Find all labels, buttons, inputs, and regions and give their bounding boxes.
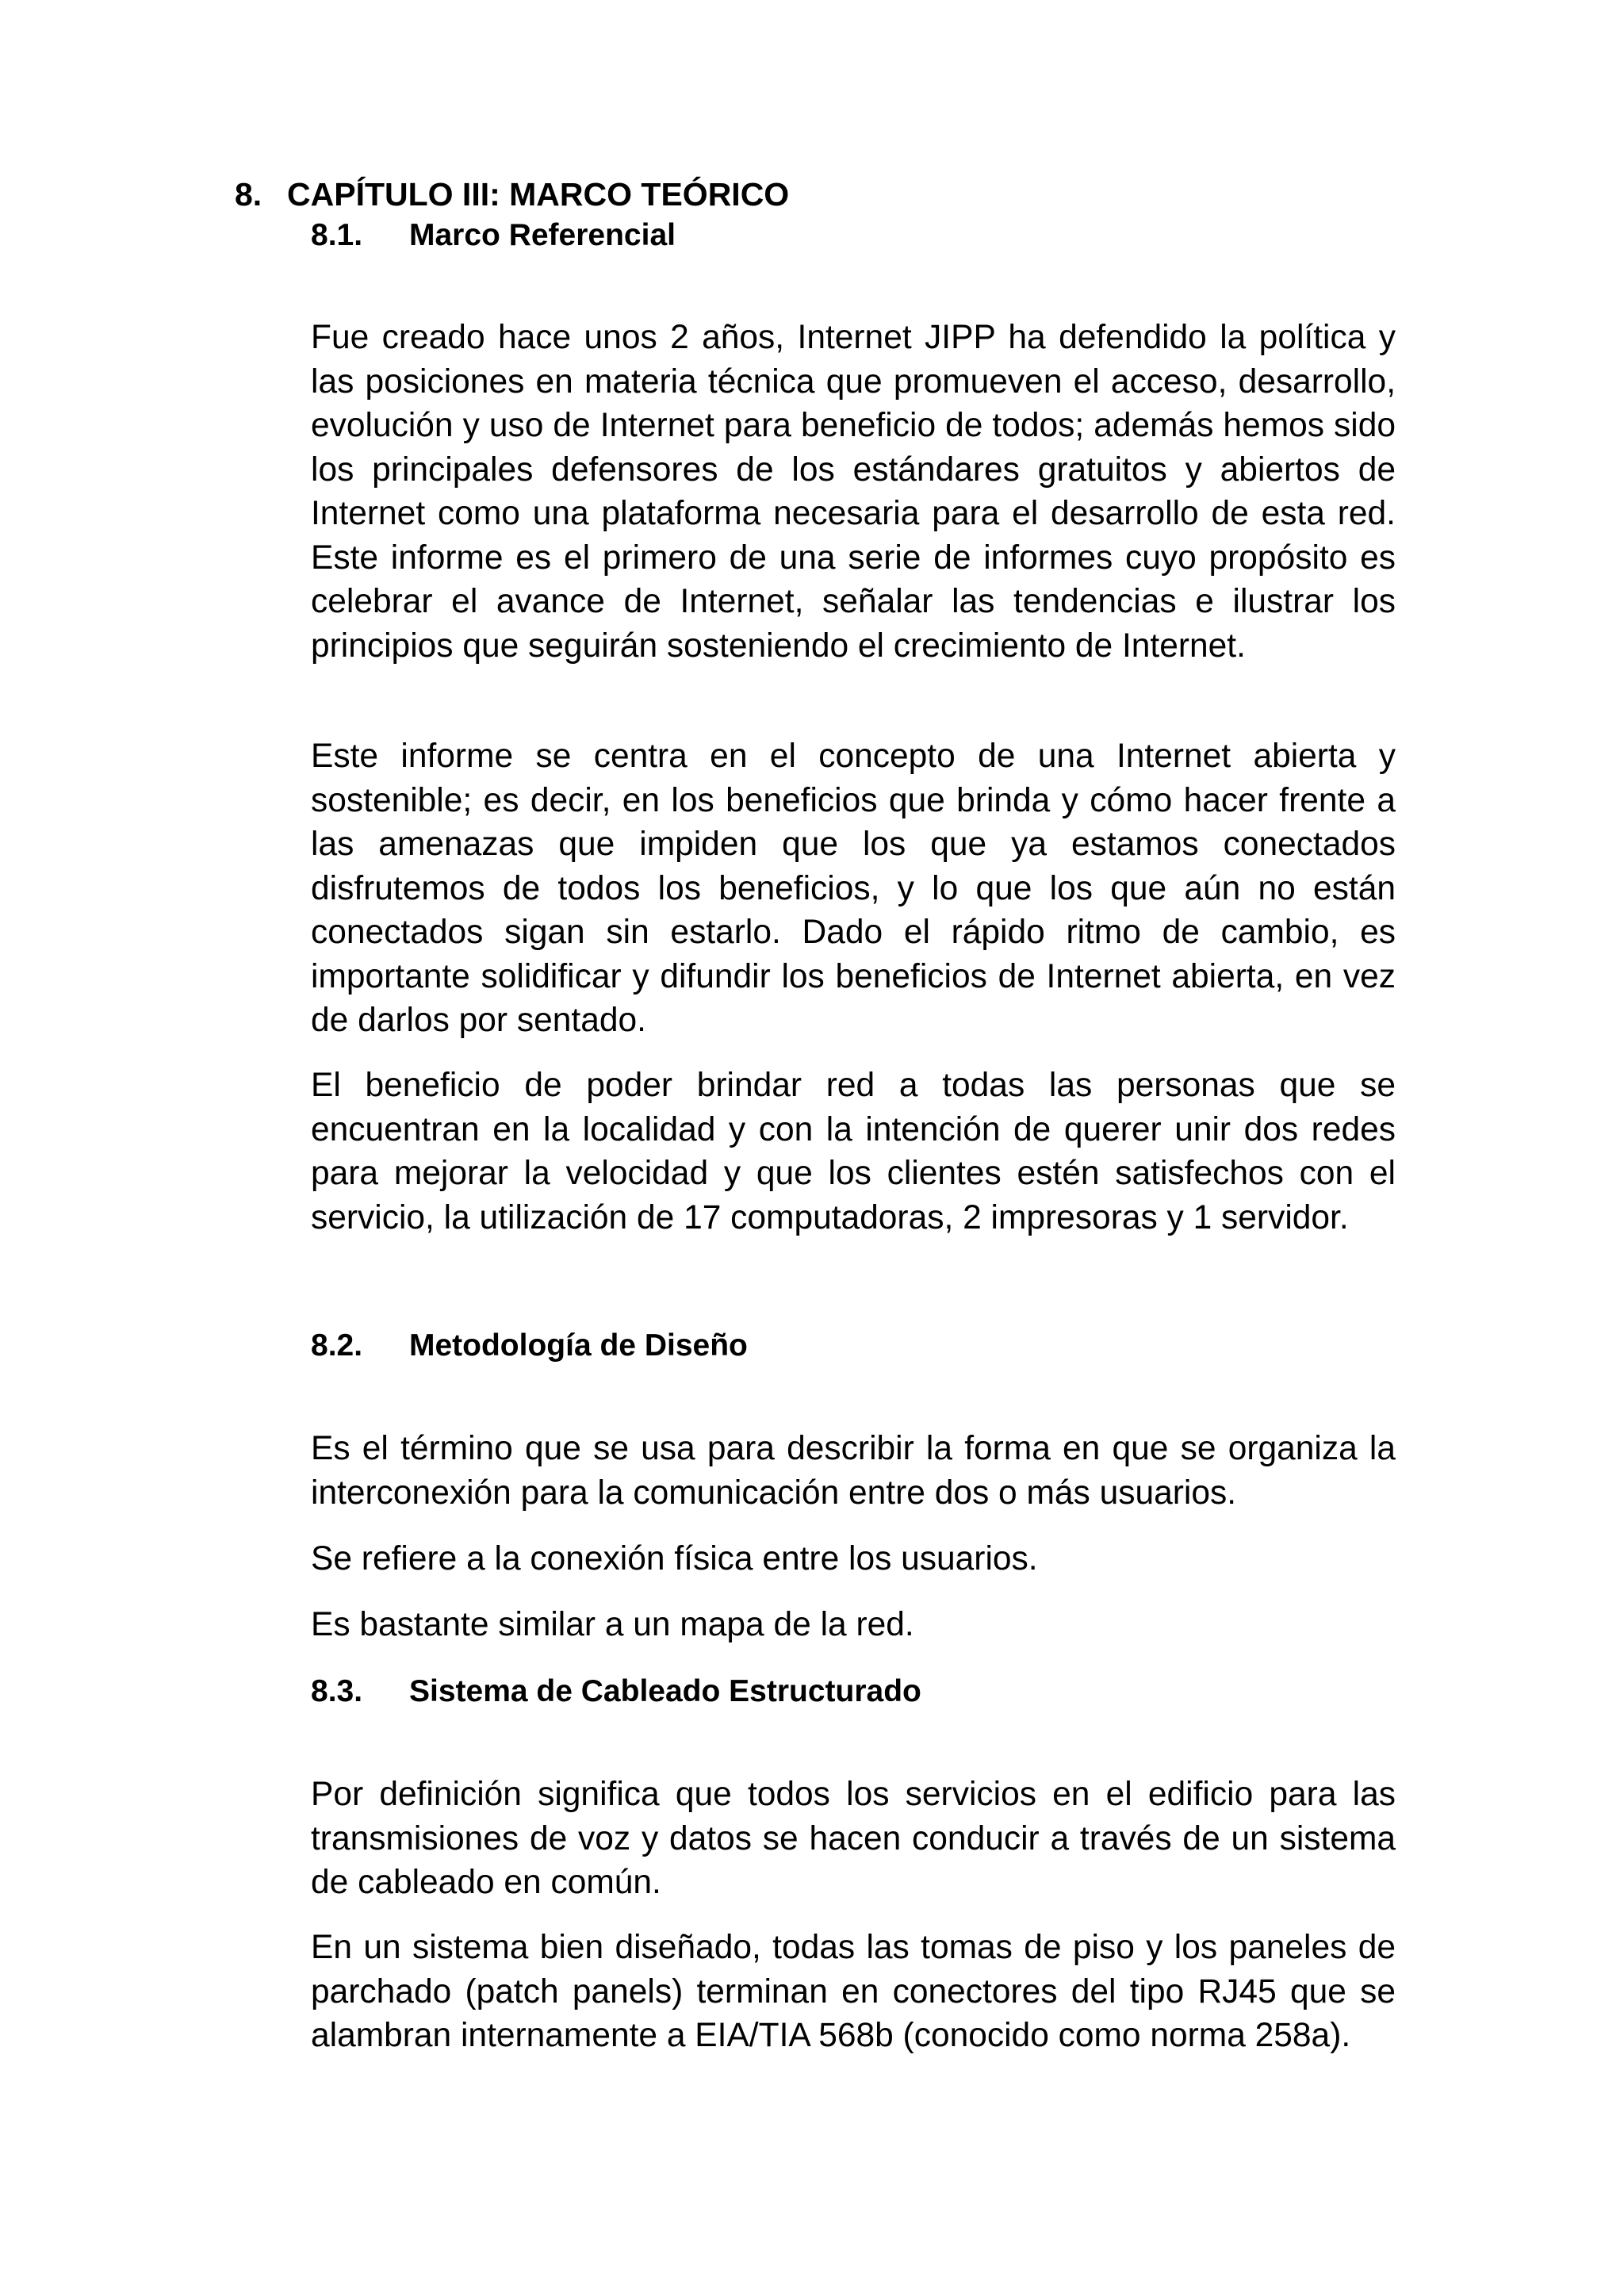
chapter-title-text: CAPÍTULO III: MARCO TEÓRICO (287, 176, 790, 213)
paragraph: Es el término que se usa para describir la forma en que se organiza la interconexión para la comunicación entre dos o más usuarios. (311, 1430, 1396, 1512)
chapter-number: 8. (235, 176, 262, 213)
section-heading-marco-referencial (311, 215, 676, 256)
paragraph: En un sistema bien diseñado, todas las tomas de piso y los paneles de parchado (patch panels) terminan en conectores del tipo RJ45 que se alambran internamente a EIA/TIA 568b (conocido como norma 258a). (311, 1929, 1396, 2054)
chapter-title (235, 173, 789, 216)
section-title: Metodología de Diseño (409, 1328, 748, 1363)
section-number: 8.3. (311, 1674, 363, 1708)
section-number: 8.1. (311, 218, 363, 252)
paragraph: Fue creado hace unos 2 años, Internet JIPP ha defendido la política y las posiciones en materia técnica que promueven el acceso, desarrollo, evolución y uso de Internet para beneficio de todos; además hemos sido los principales defensores de los estándares gratuitos y abiertos de Internet como una plataforma necesaria para el desarrollo de esta red. Este informe es el primero de una serie de informes cuyo propósito es celebrar el avance de Internet, señalar las tendencias e ilustrar los principios que seguirán sosteniendo el crecimiento de Internet. (311, 319, 1396, 665)
section-heading-metodologia-diseno (311, 1325, 748, 1366)
section-heading-cableado-estructurado (311, 1671, 921, 1712)
section-title: Sistema de Cableado Estructurado (409, 1674, 921, 1708)
section-number: 8.2. (311, 1328, 363, 1363)
paragraph: Por definición significa que todos los servicios en el edificio para las transmisiones de voz y datos se hacen conducir a través de un sistema de cableado en común. (311, 1776, 1396, 1901)
paragraph: Se refiere a la conexión física entre los usuarios. (311, 1540, 1038, 1577)
paragraph: El beneficio de poder brindar red a todas las personas que se encuentran en la localidad y con la intención de querer unir dos redes para mejorar la velocidad y que los clientes estén satisfechos con el servicio, la utilización de 17 computadoras, 2 impresoras y 1 servidor. (311, 1067, 1396, 1236)
section-title: Marco Referencial (409, 218, 676, 252)
paragraph: Es bastante similar a un mapa de la red. (311, 1606, 914, 1643)
paragraph: Este informe se centra en el concepto de una Internet abierta y sostenible; es decir, en los beneficios que brinda y cómo hacer frente a las amenazas que impiden que los que ya estamos conectados disfrutemos de todos los beneficios, y lo que los que aún no están conectados sigan sin estarlo. Dado el rápido ritmo de cambio, es importante solidificar y difundir los beneficios de Internet abierta, en vez de darlos por sentado. (311, 738, 1396, 1039)
